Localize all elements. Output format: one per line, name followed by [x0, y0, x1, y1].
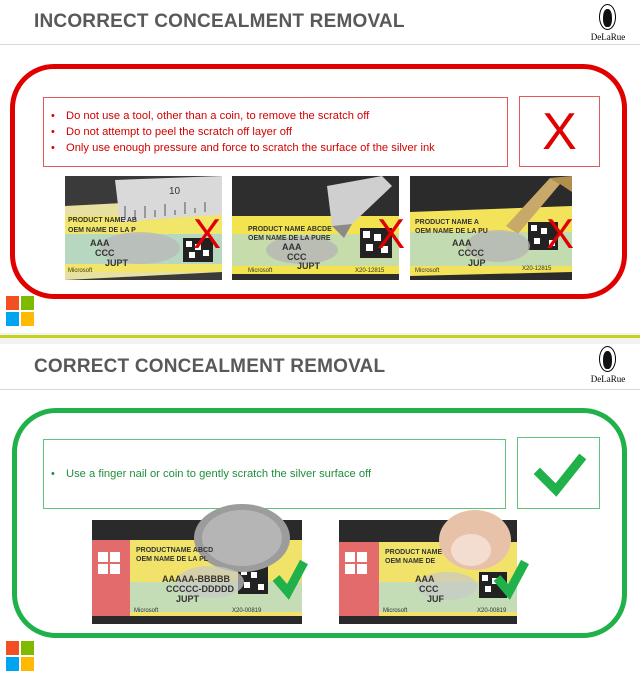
incorrect-rules-list: [44, 108, 507, 156]
label-line: OEM NAME DE: [385, 558, 436, 565]
correct-mark-box: [517, 437, 600, 509]
label-code: X20-00819: [232, 608, 262, 614]
label-brand: Microsoft: [248, 268, 273, 274]
label-brand: Microsoft: [415, 268, 440, 274]
incorrect-mark-box: [519, 96, 600, 167]
label-line: PRODUCT NAME A: [415, 219, 479, 226]
label-line: CCC: [419, 584, 439, 594]
incorrect-rules-box: [43, 97, 508, 167]
label-line: OEM NAME DE LA PU: [415, 228, 488, 235]
rule-item: • Use a finger nail or coin to gently scratch the silver surface off: [44, 466, 505, 482]
label-line: PRODUCTNAME ABCD: [136, 547, 214, 554]
label-line: PRODUCT NAME AB: [68, 217, 137, 224]
title-divider: [0, 389, 640, 390]
microsoft-logo: [6, 296, 34, 326]
correct-slide: [0, 344, 640, 673]
label-line: OEM NAME DE LA PL: [136, 556, 209, 563]
label-brand: Microsoft: [383, 608, 408, 614]
label-line: CCCCC-DDDDD: [166, 584, 234, 594]
label-code: X20-00819: [477, 608, 507, 614]
rule-item: • Only use enough pressure and force to scratch the surface of the silver ink: [44, 140, 507, 156]
logo-silhouette: [603, 351, 612, 369]
logo-silhouette: [603, 9, 612, 27]
label-brand: Microsoft: [134, 608, 159, 614]
label-line: PRODUCT NAME: [385, 549, 443, 556]
label-line: JUPT: [297, 261, 321, 271]
photo-coin-scratch: [92, 520, 302, 624]
correct-rules-list: [44, 466, 505, 482]
correct-rules-box: [43, 439, 506, 509]
label-brand: Microsoft: [68, 268, 93, 274]
label-line: PRODUCT NAME ABCDE: [248, 226, 332, 233]
label-line: AAAAA-BBBBB: [162, 574, 230, 584]
label-line: CCC: [95, 248, 115, 258]
slide-separator-accent: [0, 335, 640, 338]
label-line: JUF: [427, 594, 445, 604]
label-line: AAA: [282, 242, 302, 252]
cross-icon: X: [546, 210, 575, 257]
label-line: JUP: [468, 258, 486, 268]
label-line: AAA: [90, 238, 110, 248]
label-line: JUPT: [105, 258, 129, 268]
ruler-number: 10: [169, 186, 181, 197]
logo-text: DeLaRue: [590, 32, 626, 42]
checkmark-icon: [518, 438, 601, 510]
delarue-logo: [586, 346, 630, 386]
label-line: CCCC: [458, 248, 484, 258]
label-line: OEM NAME DE LA P: [68, 227, 136, 234]
cross-icon: X: [377, 210, 406, 257]
label-code: X20-12815: [522, 266, 552, 272]
photo-ruler-scratch: [65, 176, 222, 280]
cross-icon: X: [193, 210, 222, 257]
delarue-logo: [586, 4, 630, 44]
incorrect-slide: [0, 0, 640, 333]
photo-cutter-scratch: [232, 176, 406, 280]
label-line: JUPT: [176, 594, 200, 604]
label-line: AAA: [452, 238, 472, 248]
label-line: OEM NAME DE LA PURE: [248, 235, 331, 242]
logo-text: DeLaRue: [590, 374, 626, 384]
label-line: CCC: [287, 252, 307, 262]
slide-title-correct: CORRECT CONCEALMENT REMOVAL: [34, 356, 386, 377]
cross-icon: X: [542, 103, 577, 161]
rule-item: • Do not attempt to peel the scratch off layer off: [44, 124, 507, 140]
label-code: X20-12815: [355, 268, 385, 274]
microsoft-logo: [6, 641, 34, 671]
label-line: AAA: [415, 574, 435, 584]
title-divider: [0, 44, 640, 45]
photo-key-scratch: [410, 176, 575, 280]
slide-title-incorrect: INCORRECT CONCEALMENT REMOVAL: [34, 11, 405, 32]
rule-item: • Do not use a tool, other than a coin, to remove the scratch off: [44, 108, 507, 124]
photo-fingernail-scratch: [339, 520, 517, 624]
